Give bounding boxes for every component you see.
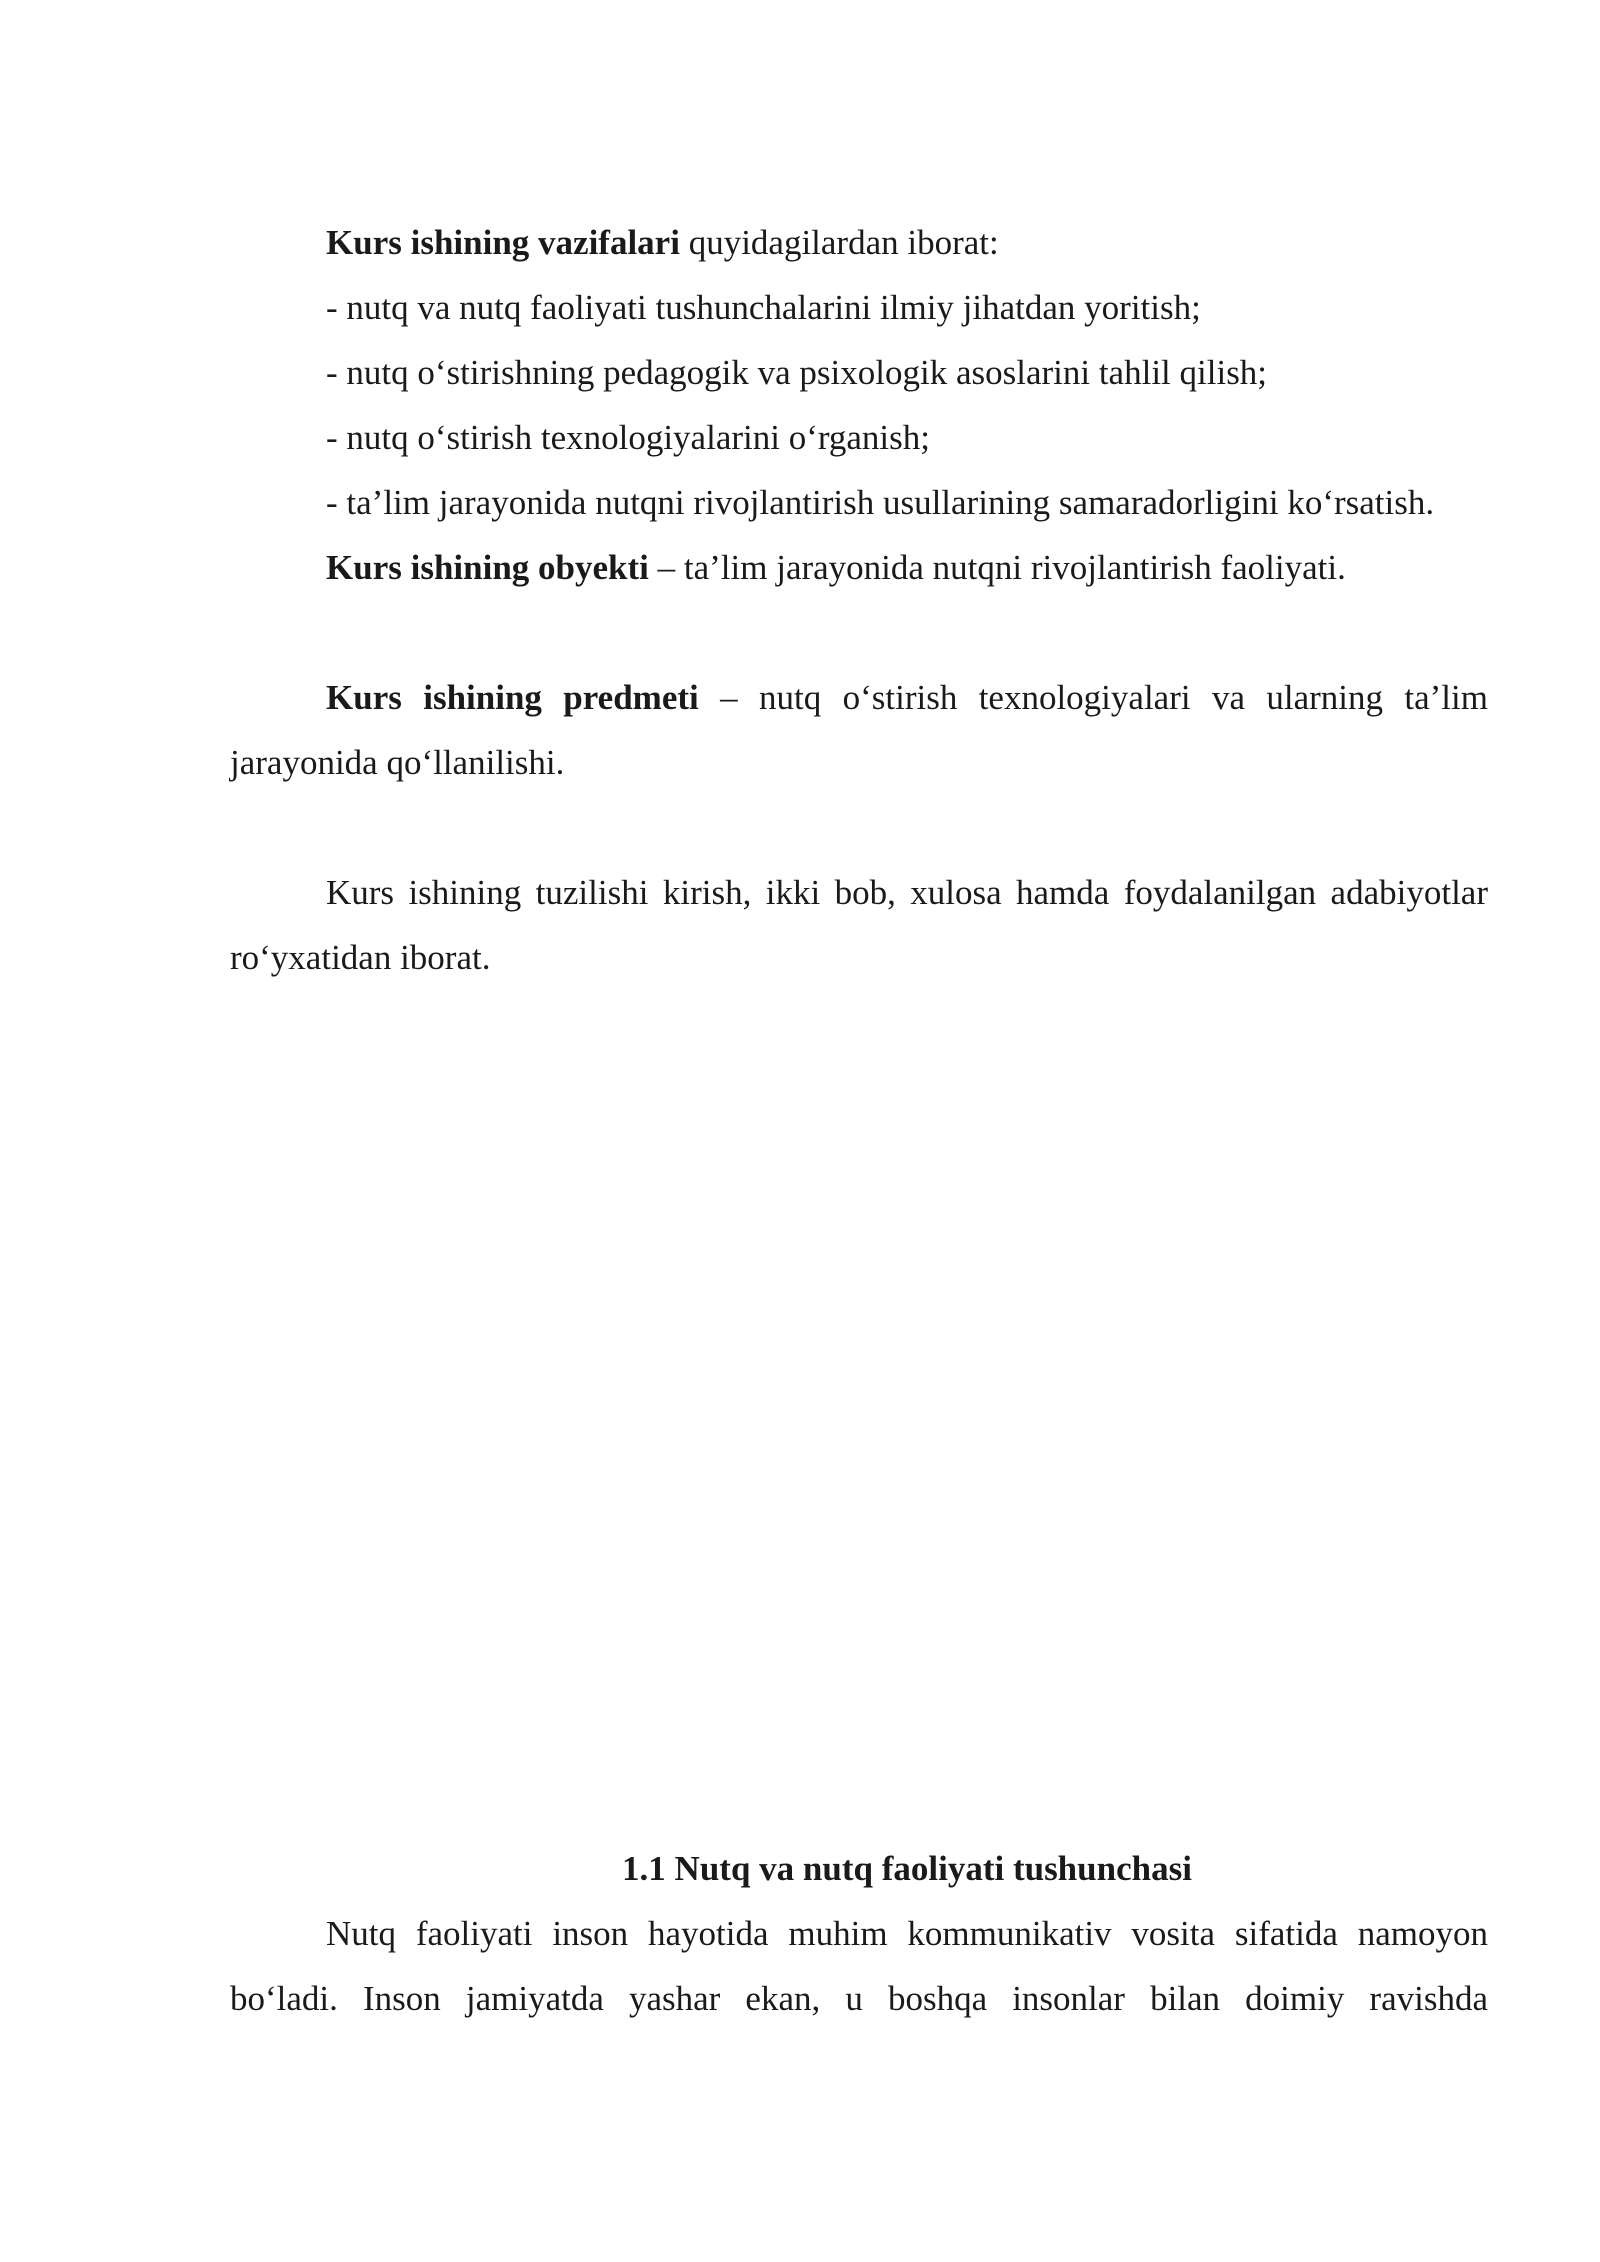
object-paragraph	[230, 535, 1488, 600]
section-paragraph: Nutq faoliyati inson hayotida muhim kommunikativ vosita sifatida namoyon bo‘ladi. Inson jamiyatda yashar ekan, u boshqa insonlar bilan doimiy ravishda	[230, 1914, 1488, 2018]
subject-text: – nutq o‘stirish texnologiyalari va ularning ta’lim jarayonida qo‘llanilishi.	[230, 678, 1488, 782]
blank-area	[230, 990, 1488, 1836]
object-label: Kurs ishining obyekti	[326, 548, 649, 587]
tasks-intro-text: quyidagilardan iborat:	[679, 223, 999, 262]
section-heading: 1.1 Nutq va nutq faoliyati tushunchasi	[622, 1849, 1192, 1888]
structure-paragraph: Kurs ishining tuzilishi kirish, ikki bob, xulosa hamda foydalanilgan adabiyotlar ro‘yxatidan iborat.	[230, 873, 1488, 977]
task-item-1: - nutq va nutq faoliyati tushunchalarini ilmiy jihatdan yoritish;	[326, 288, 1201, 327]
document-page	[230, 210, 1488, 2031]
tasks-intro	[230, 210, 1488, 275]
subject-label: Kurs ishining predmeti	[326, 678, 699, 717]
subject-paragraph	[230, 665, 1488, 795]
object-text: – ta’lim jarayonida nutqni rivojlantirish faoliyati.	[648, 548, 1346, 587]
task-item-2: - nutq o‘stirishning pedagogik va psixologik asoslarini tahlil qilish;	[326, 353, 1268, 392]
tasks-label: Kurs ishining vazifalari	[326, 223, 680, 262]
task-item-4: - ta’lim jarayonida nutqni rivojlantirish usullarining samaradorligini ko‘rsatish.	[326, 483, 1435, 522]
task-item-3: - nutq o‘stirish texnologiyalarini o‘rganish;	[326, 418, 930, 457]
spacer	[230, 795, 1488, 860]
spacer	[230, 600, 1488, 665]
